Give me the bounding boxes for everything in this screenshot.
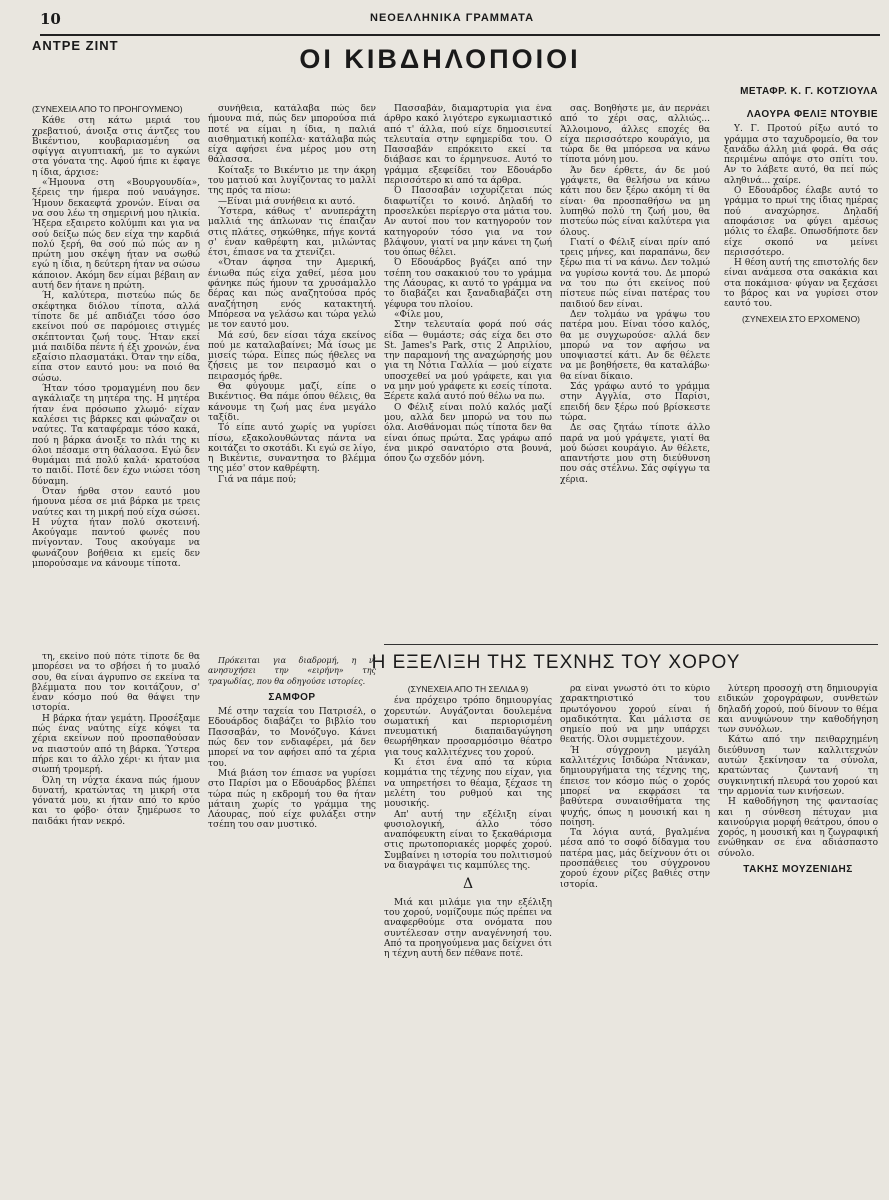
paragraph: Μέ στην ταχεία του Πατρισέλ, ο Εδουάρδος διαβάζει το βιβλίο του Πασσαβάν, το Μονόζυγο. Κάνει πώς δεν τον ενδιαφέρει, μά δεν μπορεί να τον αφήσει από τα χέρια του. [208,707,376,769]
paragraph: —Είναι μιά συνήθεια κι αυτό. [218,196,356,207]
paragraph: Η βάρκα ήταν γεμάτη. Προσέξαμε πώς ένας ναύτης είχε κόψει τα χέρια εκείνων πού προσπαθούσαν να πιαστούν από τη βάρκα. Ύστερα πήρε και το άλλο χέρι· κι ήταν μια σιωπή τρομερή. [32,713,200,776]
paragraph: Άν δεν έρθετε, άν δε μού γράψετε, θα θελήσω να κάνω κάτι που δεν ξέρω ακόμη τί θα είναι· θα προσπαθήσω να μη λυπηθώ πολύ τη ζωή μου, θα πιστεύω πώς είναι καλύτερα για όλους. [560,165,710,238]
paragraph: Η θέση αυτή της επιστολής δεν είναι ανάμεσα στα σακάκια και στα ποκάμισα· φύγαν να ξεχάσει το βάρος και να γυρίσει στον εαυτό του. [724,258,878,310]
letter-signature: ΛΑΟΥΡΑ ΦΕΛΙΞ ΝΤΟΥΒΙΕ [746,109,878,120]
page-number: 10 [40,10,61,28]
paragraph: Μιά και μιλάμε για την εξέλιξη του χορού, νομίζουμε πώς πρέπει να αναφερθούμε στα ονόματα που συντέλεσαν στην αναγέννησή του. Από τα προηγούμενα μας δείχνει ότι η τέχνη αυτή δεν πέθανε ποτέ. [384,897,552,960]
paragraph: «Όταν άφησα την Αμερική, ένιωθα πώς είχα χαθεί, μέσα μου φάνηκε πώς ήμουν τα χρυσάμαλλο δέρας και πώς αναζητούσα πρός αναζήτηση ενός κατακτητή. Μπόρεσα να γελάσω και τώρα γελώ με τον εαυτό μου. [208,258,376,331]
paragraph: Ο Εδουάρδος έλαβε αυτό το γράμμα το πρωί της ίδιας ημέρας πού αναχώρησε. Δηλαδή αποφάσισε να φύγει αμέσως μόλις το έλαβε. Οπωσδήποτε δεν είχε σκοπό να μείνει περισσότερο. [724,186,878,258]
paragraph: Κοίταξε το Βικέντιο με την άκρη του ματιού και λυγίζοντας το μαλλί της πρός τα πίσω: [208,165,376,197]
page-header [40,8,880,36]
article-column-2 [560,684,710,1192]
story-column-1 [32,104,200,648]
paragraph: συνήθεια, κατάλαβα πώς δεν ήμουνα πιά, πώς δεν μπορούσα πιά ποτέ να είμαι η ίδια, η παλιά αισθηματική κοπέλα· κατάλαβα πώς είχα αφήσει ένα μέρος μου στη θάλασσα. [208,104,376,166]
continued-from: (ΣΥΝΕΧΕΙΑ ΑΠΟ ΤΟ ΠΡΟΗΓΟΥΜΕΝΟ) [32,104,183,114]
paragraph: Κάτω από την πειθαρχημένη διεύθυνση των καλλιτεχνών αυτών ξεκίνησαν τα σύνολα, κρατώντας ζωντανή τη συγκινητική πλευρά του χορού και την αρμονία των κινήσεων. [718,735,878,797]
paragraph: Δε σας ζητάω τίποτε άλλο παρά να μού γράψετε, γιατί θα μού δώσει κουράγιο. Αν θέλετε, απαντήστε μου στη διεύθυνση που σάς στέλνω. Σάς σφίγγω τα χέρια. [560,423,710,485]
section-ornament: Δ [462,876,474,893]
story-lower-column-2 [208,652,376,1192]
paragraph: Πασσαβάν, διαμαρτυρία για ένα άρθρο κακό λιγότερο εγκωμιαστικό από τ' άλλα, πού είχε δημοσιευτεί τελευταία στην εφημερίδα του. Ο Πασσαβάν επρόκειτο εκεί τα διάβασε και το έρμηνευσε. Αυτό το γράμμα εξεφείδει τον Εδουάρδο περισσότερο κι από τα άρθρα. [384,104,552,187]
article-signature: ΤΑΚΗΣ ΜΟΥΖΕΝΙΔΗΣ [743,864,853,876]
paragraph: ρα είναι γνωστό ότι το κύριο χαρακτηριστικό του πρωτόγονου χορού είναι ή ομαδικότητα. Και μάλιστα σε σημείο πού να μην υπάρχει θεατής. Όλοι συμμετέχουν. [560,684,710,746]
story-column-4a [560,104,710,485]
paragraph: «Ήμουνα στη «Βουργουνδία», ξέρεις την ήμερα πού ναυάγησε. Ήμουν δεκαεφτά χρονών. Είναι σα να σου λέω τη σημερινή μου ηλικία. Ήξερα εξαιρετο κολύμπι και για να σού δείξω πώς δεν είχα την καρδιά πολύ ξερή, θα σού πώ πώς αν η πρώτη μου σκέψη ήταν να σωθώ εγώ η ίδια, η δεύτερη ήταν να σώσω κάποιον. Ακόμη δεν είμαι βέβαιη αν αυτή δεν ήτανε η πρώτη. [32,178,200,292]
paragraph: Γιατί ο Φέλιξ είναι πρίν από τρεις μήνες, και παραπάνω, δεν ξέρω πια τί να κάνω. Δεν τολμώ να γυρίσω κοντά του. Δε μπορώ να του πω ότι εκείνος πού πίστευε πώς είναι πατέρας του παιδιού δεν είναι. [560,237,710,310]
paragraph: Ο Φέλιξ είναι πολύ καλός μαζί μου, αλλά δεν μπορώ να του πω όλα. Αισθάνομαι πώς τίποτα δεν θα είναι όπως πρώτα. Σας γράφω από ένα μικρό σανατόριο στα βουνά, όπου ζω σχεδόν μόνη. [384,402,552,465]
paragraph: Ό Πασσαβάν ισχυρίζεται πώς διαφωτίζει το κοινό. Δηλαδή το προσελκύει περίεργο στα μάτια του. Αν αυτοί που τον κατηγορούν τον κατηγορούν τόσο για να τον βλάψουν, γιατί να μην κάνει τη ζωή του όπως θέλει. [384,186,552,259]
article-title: Η ΕΞΕΛΙΞΗ ΤΗΣ ΤΕΧΝΗΣ ΤΟΥ ΧΟΡΟΥ [371,652,741,673]
story-translator: ΜΕΤΑΦΡ. Κ. Γ. ΚΟΤΖΙΟΥΛΑ [740,86,878,97]
paragraph: Θα φύγουμε μαζί, είπε ο Βικέντιος. Θα πάμε όπου θέλεις, θα κάνουμε τη ζωή μας ένα μεγάλο ταξίδι. [208,382,376,423]
section-divider [384,644,878,645]
paragraph: Τα λόγια αυτά, βγαλμένα μέσα από το σοφό δίδαγμα του πατέρα μας, μάς δείχνουν ότι οι προσπάθειες του σύγχρονου χορού έχουν ρίζες βαθιές στην ιστορία. [560,828,710,890]
paragraph: «Φίλε μου, [394,309,444,320]
footnote: Πρόκειται για διαδρομή, η ν' ανησυχήσει την «ειρήνη» της τραγωδίας, που θα οδηγούσε ιστορίες. [208,656,376,686]
paragraph: Κι έτσι ένα από τα κύρια κομμάτια της τέχνης που είχαν, για να υπηρετήσει το θέαμα, ξέχασε τη μελέτη του ρυθμού και της μουσικής. [384,758,552,810]
story-author: ΑΝΤΡΕ ΖΙΝΤ [32,38,119,53]
paragraph: τη, εκείνο πού πότε τίποτε δε θα μπορέσει να το σβήσει ή το μυαλό σου, θα είναι άγρυπνο σε εκείνα τα βλέμματα που τον κοιτάζουν, σ' έναν κόσμο πού θα θάψει την ιστορία. [32,652,200,714]
paragraph: Γιά να πάμε πού; [218,474,297,485]
story-title: ΟΙ ΚΙΒΔΗΛΟΠΟΙΟΙ [299,44,581,74]
paragraph: Υ. Γ. Προτού ρίξω αυτό το γράμμα στο ταχυδρομείο, θα τον ξανάδω άλλη μιά φορά. Θα σάς περιμένω απόψε στο σπίτι του. Αν το λάβετε αυτό, θα πεί πώς αληθινά... χαίρε. [724,124,878,186]
paragraph: Δεν τολμάω να γράψω του πατέρα μου. Είναι τόσο καλός, θα με συγχωρούσε· αλλά δεν μπορώ να τον αφήσω να υποψιαστεί κάτι. Αν δε θέλετε να με βοηθήσετε, θα καταλάβω· θα είναι δίκαιο. [560,309,710,382]
paragraph: ένα πρόχειρο τρόπο δημιουργίας χορευτών. Αυγάζονται δουλεμένα σωματική και περιορισμένη πνευματική διαπαιδαγώγηση θεωρήθηκαν προσαρμόσιμο θέατρο για τους καλλιτέχνες του χορού. [384,696,552,758]
article-continued-from: (ΣΥΝΕΧΕΙΑ ΑΠΟ ΤΗ ΣΕΛΙΔΑ 9) [407,684,529,694]
paragraph: σας. Βοηθήστε με, άν περνάει από το χέρι σας, αλλιώς... Άλλοιμονο, άλλες εποχές θα είχα περισσότερο κουράγιο, μα τώρα δε θα μπόρεσα να κάνω τίποτα μόνη μου. [560,104,710,166]
paragraph: λύτερη προσοχή στη δημιουργία ειδικών χορογράφων, συνθετών δηλαδή χορού, πού δίνουν το θέμα και ανυψώνουν την καθοδήγηση των συνόλων. [718,684,878,736]
paragraph: Μά εσύ, δεν είσαι τάχα εκείνος πού με καταλαβαίνει; Μά ίσως με μισείς τώρα. Είπες πώς ήθελες να ζήσεις με τον πειρασμό και ο πειρασμός ήρθε. [208,330,376,382]
paragraph: Σάς γράφω αυτό το γράμμα στην Αγγλία, στο Παρίσι, επειδή δεν ξέρω πού βρίσκεστε τώρα. [560,382,710,423]
paragraph: Όλη τη νύχτα έκανα πώς ήμουν δυνατή, κρατώντας τη μικρή στα γόνατά μου, κι ήταν από το κρύο και το φόβο· όταν ξημέρωσε το παιδάκι ήταν νεκρό. [32,775,200,827]
paragraph: Απ' αυτή την εξέλιξη είναι φυσιολογική, άλλο τόσο αναπόφευκτη είναι το ξεκαθάρισμα στις πρωτοποριακές μορφές χορού. Συμβαίνει η ιστορία του πολιτισμού να διαγράψει τις καμπύλες της. [384,809,552,872]
paragraph: Ό Εδουάρδος βγάζει από την τσέπη του σακακιού του το γράμμα της Λάουρας, κι αυτό το γράμμα να το διαβάζει και ξαναδιαβάζει στη γέφυρα του πλοίου. [384,258,552,310]
paragraph: Τό είπε αυτό χωρίς να γυρίσει πίσω, εξακολουθώντας πάντα να κοιτάζει το σκοτάδι. Κι εγώ σε λίγο, η Βικέντιε, συναντησα το βλέμμα της μέσ' στον καθρέφτη. [208,423,376,475]
paragraph: Κάθε στη κάτω μεριά του χρεβατιού, άνοιξα στις άντζες του Βικέντιου, κουβαριασμένη σα σφίγγα αιγυπτιακή, με το αγκώνι στα γόνατα της. Αφού ήπιε κι έφαγε η ίδια, άρχισε: [32,116,200,178]
paragraph: Μιά βιάση τον έπιασε να γυρίσει στο Παρίσι μα ο Εδουάρδος βλέπει τώρα πώς η εκδρομή του θα ήταν μάταιη χωρίς το γράμμα της Λάουρας, πού είχε φυλάξει στην τσέπη του σαν μυστικό. [208,768,376,831]
paragraph: Ή σύγχρονη μεγάλη καλλιτέχνις Ισιδώρα Ντάνκαν, δημιουργήματα της τέχνης της, έπεισε τον κόσμο πώς ο χορός μπορεί να εκφράσει τα βαθύτερα συναισθήματα της ψυχής, όπως η μουσική και η ποίηση. [560,745,710,828]
story-column-2 [208,104,376,648]
story-column-4b [724,104,878,326]
story-column-3 [384,104,552,640]
paragraph: Ύστερα, κάθως τ' ανυπεράχτη μαλλιά της άπλωναν τις έπαιζαν στις πλάτες, σηκώθηκε, πήγε κοντά σ' έναν καθρέφτη και, μιλώντας έτσι, έπιασε να τα χτενίζει. [208,206,376,259]
paragraph: Ήταν τόσο τρομαγμένη που δεν αγκάλιαζε τη μητέρα της. Η μητέρα ήταν ένα πρόσωπο χλωμό· είχαν καλέσει τις βάρκες και φώναζαν οι ναύτες. Τα καταφέραμε τόσο κακά, πού η βάρκα άνοιξε το πλάι της κι όλοι πέσαμε στη θάλασσα. Εγώ δεν θυμάμαι πιά πολύ καλά· κρατούσα το παιδί. Ποτέ δεν έχω νιώσει τόση δύναμη. [32,384,200,487]
article-column-1 [384,684,552,1192]
sampfor-signature: ΣΑΜΦΟΡ [268,691,316,703]
paragraph: Στην τελευταία φορά πού σάς είδα — θυμάστε; σάς είχα δει στο St. James's Park, στις 2 Απριλίου, την παραμονή της αναχώρησής μου για τη Νότια Γαλλία — μού είχατε υποσχεθεί να μού γράφετε, και για να μην μού γράφετε κι εσείς τίποτα. Ξέρετε καλά αυτό πού θέλω να πω. [384,320,552,403]
paragraph: Η καθοδήγηση της φαντασίας και η σύνθεση πέτυχαν μια καινούργια μορφή θεάτρου, όπου ο χορός, η μουσική και η ζωγραφική ενώθηκαν σε ένα αδιάσπαστο σύνολο. [718,797,878,859]
journal-name: ΝΕΟΕΛΛΗΝΙΚΑ ΓΡΑΜΜΑΤΑ [370,12,535,24]
paragraph: Ή, καλύτερα, πιστεύω πώς δε σκέφτηκα διόλου τίποτα, αλλά τίποτε δε μέ απδιάζει τόσο όσο εκείνοι πού σε παρόμοιες στιγμές σκέπτονται ζωή τους. Ήταν εκεί μιά παιδίδα πέντε ή έξι χρονών, ένα εξαίσιο πλασματάκι. Όταν την είδα, είπα στον εαυτό μου: να ποιό θα σώσω. [32,291,200,384]
article-column-3 [718,684,878,1192]
story-lower-column-1 [32,652,200,1192]
paragraph: Όταν ήρθα στον εαυτό μου ήμουνα μέσα σε μιά βάρκα με τρεις ναύτες και τη μικρή πού είχα σώσει. Η νύχτα ήταν πολύ σκοτεινή. Ακούγαμε παντού φωνές που πνίγονταν. Τους ακούγαμε να φωνάζουν βοήθεια κι εμείς δεν μπορούσαμε να κάνουμε τίποτα. [32,486,200,570]
story-column-4 [560,104,878,640]
continued-next: (ΣΥΝΕΧΕΙΑ ΣΤΟ ΕΡΧΟΜΕΝΟ) [741,313,861,324]
